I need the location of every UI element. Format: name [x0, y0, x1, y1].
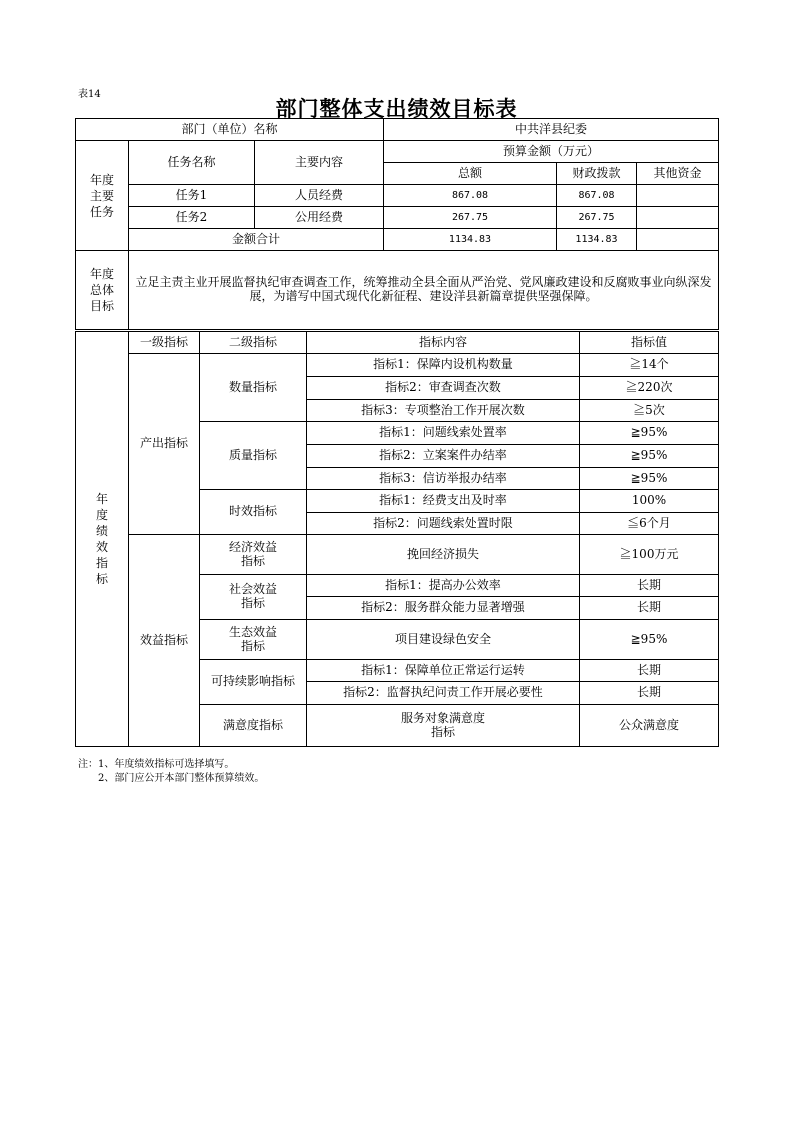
indicator-content: 指标3：专项整治工作开展次数	[307, 400, 580, 422]
indicator-content: 指标2：立案案件办结率	[307, 445, 580, 468]
indicator-value: ≧220次	[580, 377, 719, 400]
indicator-value: ≧95%	[580, 445, 719, 468]
value-header: 指标值	[580, 332, 719, 354]
indicator-value: ≧95%	[580, 422, 719, 445]
unit-row	[76, 119, 719, 141]
table-number-label: 表14	[78, 89, 101, 100]
level1-header: 一级指标	[129, 332, 200, 354]
service-satisfaction-label: 服务对象满意度指标	[307, 705, 580, 747]
indicator-content: 指标1：经费支出及时率	[307, 490, 580, 513]
main-content-header: 主要内容	[255, 141, 384, 185]
sum-fiscal: 1134.83	[557, 229, 637, 251]
task-total: 867.08	[384, 185, 557, 207]
indicator-content: 指标1：保障内设机构数量	[307, 354, 580, 377]
quantity-indicator-label: 数量指标	[200, 354, 307, 422]
task-name: 任务2	[129, 207, 255, 229]
total-header: 总额	[384, 163, 557, 185]
task-name: 任务1	[129, 185, 255, 207]
overall-goal-label: 年度总体目标	[76, 251, 129, 330]
other-funds-header: 其他资金	[637, 163, 719, 185]
indicator-value: 长期	[580, 682, 719, 705]
benefit-indicator-label: 效益指标	[129, 535, 200, 747]
content-header: 指标内容	[307, 332, 580, 354]
performance-indicator-table	[75, 331, 719, 747]
document-title: 部门整体支出绩效目标表	[275, 96, 518, 121]
indicator-value: ≧14个	[580, 354, 719, 377]
task-other	[637, 185, 719, 207]
task-fiscal: 867.08	[557, 185, 637, 207]
social-indicator-label: 社会效益指标	[200, 575, 307, 620]
footnote-2: 2、部门应公开本部门整体预算绩效。	[98, 773, 265, 784]
task-content: 人员经费	[255, 185, 384, 207]
output-indicator-label: 产出指标	[129, 354, 200, 535]
level2-header: 二级指标	[200, 332, 307, 354]
unit-name: 中共洋县纪委	[384, 119, 719, 141]
indicator-content: 指标2：服务群众能力显著增强	[307, 597, 580, 620]
sustainable-indicator-label: 可持续影响指标	[200, 660, 307, 705]
indicator-content: 指标2：监督执纪问责工作开展必要性	[307, 682, 580, 705]
budget-amount-header: 预算金额（万元）	[384, 141, 719, 163]
timeliness-indicator-label: 时效指标	[200, 490, 307, 535]
indicator-value: ≧95%	[580, 620, 719, 660]
task-name-header: 任务名称	[129, 141, 255, 185]
annual-tasks-label: 年度主要任务	[76, 141, 129, 251]
task-fiscal: 267.75	[557, 207, 637, 229]
footnote-1: 注：1、年度绩效指标可选择填写。	[78, 759, 235, 770]
indicator-content: 指标2：问题线索处置时限	[307, 513, 580, 535]
task-header-row	[76, 141, 719, 163]
indicator-value: ≦6个月	[580, 513, 719, 535]
overall-goal-text: 立足主责主业开展监督执纪审查调查工作，统筹推动全县全面从严治党、党风廉政建设和反腐败事业向纵深发展，为谱写中国式现代化新征程、建设洋县新篇章提供坚强保障。	[129, 251, 719, 330]
task-total: 267.75	[384, 207, 557, 229]
indicator-content: 项目建设绿色安全	[307, 620, 580, 660]
indicator-value: ≧5次	[580, 400, 719, 422]
indicator-content: 公众满意度	[580, 705, 719, 747]
task-content: 公用经费	[255, 207, 384, 229]
satisfaction-indicator-label: 满意度指标	[200, 705, 307, 747]
unit-label: 部门（单位）名称	[76, 119, 384, 141]
indicator-value: 长期	[580, 575, 719, 597]
indicator-header-row	[76, 332, 719, 354]
ecological-indicator-label: 生态效益指标	[200, 620, 307, 660]
indicator-content: 指标3：信访举报办结率	[307, 468, 580, 490]
sum-row	[76, 229, 719, 251]
indicator-value: 长期	[580, 660, 719, 682]
indicator-value: 长期	[580, 597, 719, 620]
task-row	[76, 207, 719, 229]
budget-task-table	[75, 118, 719, 330]
sum-other	[637, 229, 719, 251]
indicator-content: 指标1：提高办公效率	[307, 575, 580, 597]
indicator-value: ≧95%	[580, 468, 719, 490]
indicator-content: 指标1：保障单位正常运行运转	[307, 660, 580, 682]
task-row	[76, 185, 719, 207]
sum-label: 金额合计	[129, 229, 384, 251]
fiscal-header: 财政拨款	[557, 163, 637, 185]
indicator-row	[76, 354, 719, 377]
performance-indicators-label: 年度绩效指标	[76, 332, 129, 747]
indicator-content: 指标1：问题线索处置率	[307, 422, 580, 445]
goal-row	[76, 251, 719, 330]
sum-total: 1134.83	[384, 229, 557, 251]
indicator-value: 100%	[580, 490, 719, 513]
task-other	[637, 207, 719, 229]
quality-indicator-label: 质量指标	[200, 422, 307, 490]
indicator-value: ≧100万元	[580, 535, 719, 575]
indicator-row	[76, 535, 719, 575]
indicator-content: 挽回经济损失	[307, 535, 580, 575]
indicator-content: 指标2：审查调查次数	[307, 377, 580, 400]
economic-indicator-label: 经济效益指标	[200, 535, 307, 575]
